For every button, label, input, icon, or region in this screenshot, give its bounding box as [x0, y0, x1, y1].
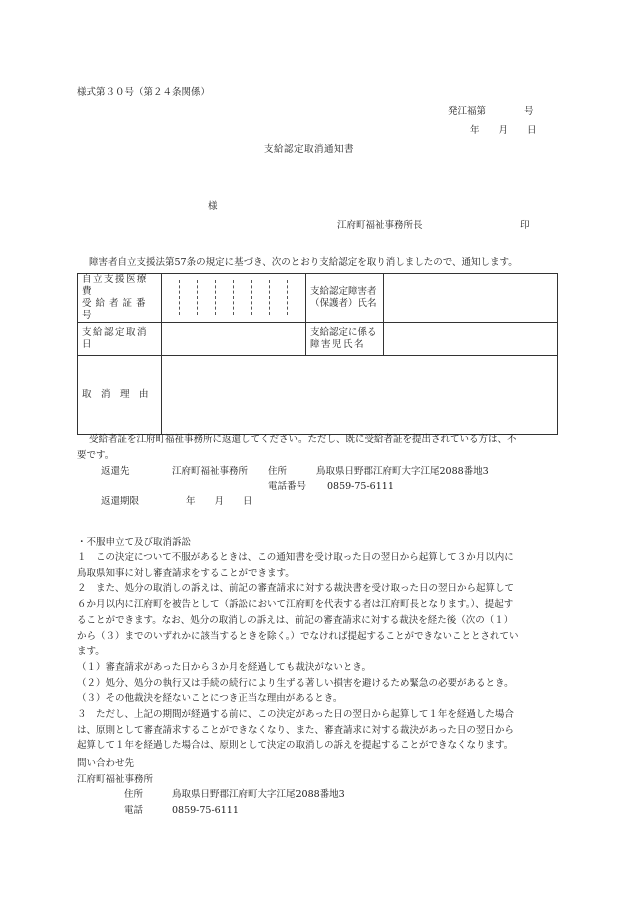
- cert-number-boxes: [162, 274, 306, 323]
- appeal-line: （１）審査請求があった日から３か月を経過しても裁決がないとき。: [77, 661, 372, 673]
- contact-heading: 問い合わせ先: [77, 758, 135, 769]
- digit-box: [162, 280, 179, 315]
- appeal-line: ます。: [77, 646, 105, 658]
- issuer-name: 江府町福祉事務所長: [337, 220, 423, 231]
- appeal-line: ６か月以内に江府町を被告として（訴訟において江府町を代表する者は江府町長となります。）、提起す: [77, 599, 514, 611]
- deadline-label: 返還期限: [101, 496, 140, 507]
- appeal-line: ３ ただし、上記の期間が経過する前に、この決定があった日の翌日から起算して１年を経過した場合: [77, 709, 514, 720]
- contact-office: 江府町福祉事務所: [77, 774, 154, 785]
- issue-date: 年 月 日: [470, 125, 537, 136]
- digit-box: [215, 280, 233, 315]
- recipient-name-label: 支給認定障害者 （保護者）氏名: [306, 274, 384, 323]
- return-phone-label: 電話番号: [268, 481, 307, 492]
- cancel-date-label: 支給認定取消日: [78, 322, 162, 355]
- digit-box: [233, 280, 251, 315]
- return-address: 鳥取県日野郡江府町大字江尾2088番地3: [316, 466, 489, 477]
- issue-number: 発江福第 号: [448, 106, 534, 117]
- contact-phone: 0859-75-6111: [172, 805, 239, 816]
- digit-box: [269, 280, 287, 315]
- cancel-date-value: [162, 322, 306, 355]
- digit-box: [287, 280, 305, 315]
- contact-address: 鳥取県日野郡江府町大字江尾2088番地3: [172, 789, 345, 800]
- return-office: 江府町福祉事務所: [172, 466, 249, 477]
- intro-text: 障害者自立支援法第57条の規定に基づき、次のとおり支給認定を取り消しましたので、通知します。: [89, 257, 518, 268]
- recipient-name-value: [384, 274, 558, 323]
- child-name-label: 支給認定に係る 障害児氏名: [306, 322, 384, 355]
- appeal-line: 起算して１年を経過した場合は、原則として決定の取消しの訴えを提起することができなくなります。: [77, 740, 514, 752]
- deadline-value: 年 月 日: [186, 496, 253, 507]
- form-number: 様式第３０号（第２４条関係）: [77, 87, 211, 98]
- cert-number-label: 自立支援医療費 受給者証番号: [78, 274, 162, 323]
- digit-box: [197, 280, 215, 315]
- reason-label: 取 消 理 由: [78, 355, 162, 434]
- reason-value: [162, 355, 558, 434]
- return-phone: 0859-75-6111: [327, 481, 394, 492]
- appeal-line: １ この決定について不服があるときは、この通知書を受け取った日の翌日から起算して３か月以内に: [77, 552, 514, 563]
- appeal-line: ることができます。なお、処分の取消しの訴えは、前記の審査請求に対する裁決を経た後（次の（１）: [77, 614, 514, 626]
- return-address-label: 住所: [268, 466, 288, 477]
- digit-box: [179, 280, 197, 315]
- appeal-line: 鳥取県知事に対し審査請求をすることができます。: [77, 567, 295, 579]
- appeal-heading: ・不服申立て及び取消訴訟: [77, 537, 192, 548]
- addressee-suffix: 様: [208, 201, 218, 212]
- document-title: 支給認定取消通知書: [264, 144, 355, 155]
- certification-table: [77, 273, 558, 435]
- appeal-line: （３）その他裁決を経ないことにつき正当な理由があるとき。: [77, 693, 343, 705]
- contact-address-label: 住所: [124, 789, 144, 800]
- appeal-line: （２）処分、処分の執行又は手続の続行により生ずる著しい損害を避けるため緊急の必要があるとき。: [77, 677, 514, 689]
- contact-phone-label: 電話: [124, 805, 144, 816]
- seal-mark: 印: [520, 220, 530, 231]
- appeal-line: ２ また、処分の取消しの訴えは、前記の審査請求に対する裁決書を受け取った日の翌日から起算して: [77, 583, 515, 595]
- digit-box: [251, 280, 269, 315]
- child-name-value: [384, 322, 558, 355]
- appeal-line: は、原則として審査請求することができなくなり、また、審査請求に対する裁決があった日の翌日から: [77, 724, 514, 736]
- return-dest-label: 返還先: [101, 466, 130, 477]
- return-note-line1: 受給者証を江府町福祉事務所に返還してください。ただし、既に受給者証を提出されている方は、不: [89, 434, 517, 445]
- return-note-line2: 要です。: [77, 450, 115, 461]
- appeal-line: から（３）までのいずれかに該当するときを除く。）でなければ提起することができないこととされてい: [77, 630, 519, 642]
